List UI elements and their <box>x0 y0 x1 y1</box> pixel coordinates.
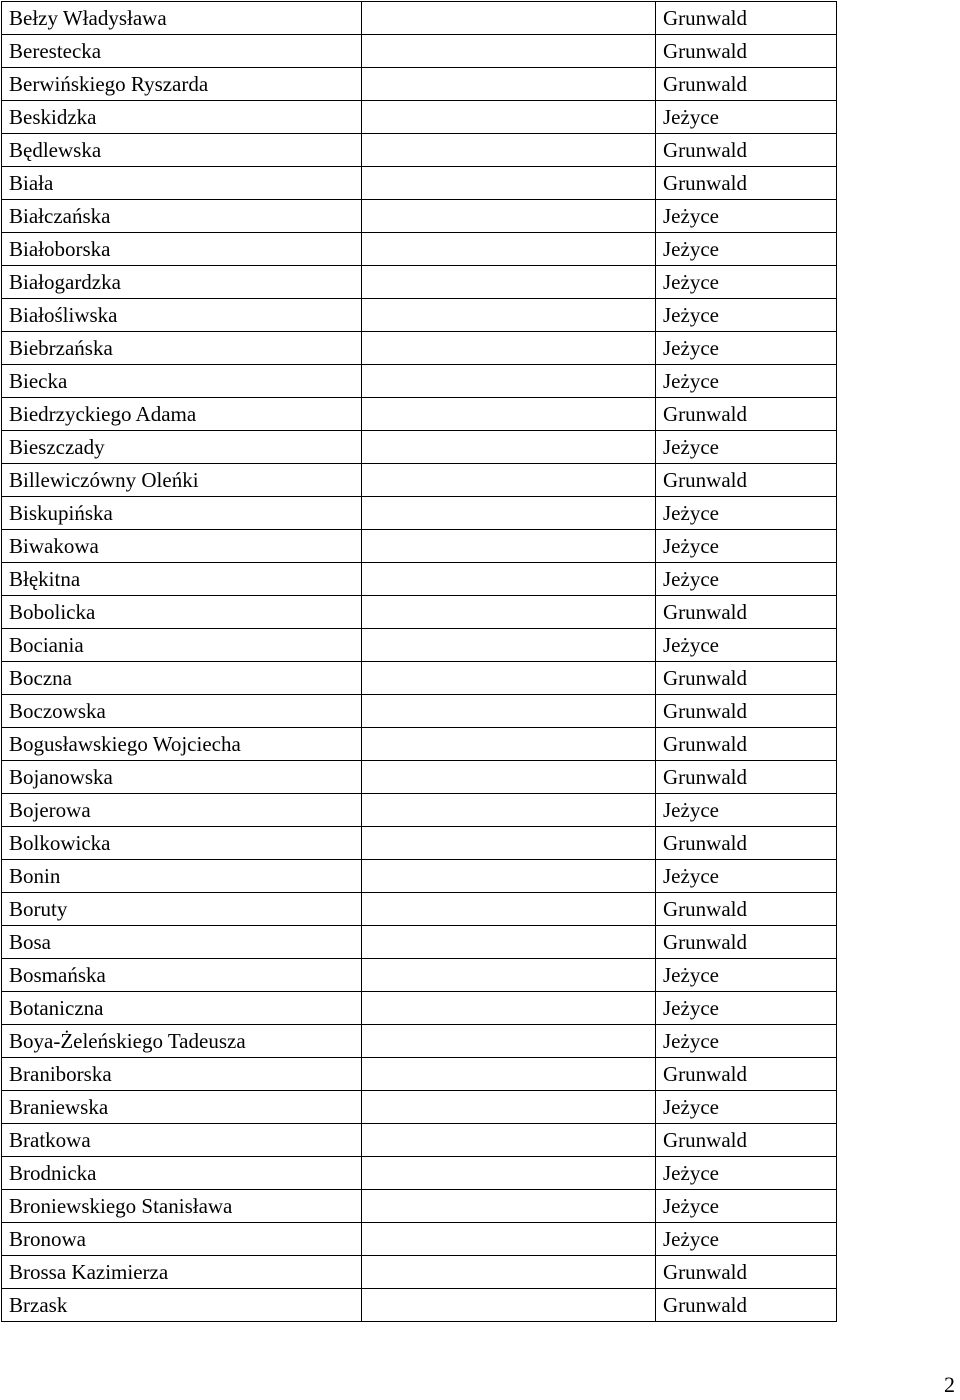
empty-cell <box>362 35 656 68</box>
street-name-cell: Białośliwska <box>2 299 362 332</box>
district-cell: Jeżyce <box>656 992 837 1025</box>
street-name-cell: Billewiczówny Oleńki <box>2 464 362 497</box>
district-cell: Jeżyce <box>656 200 837 233</box>
street-name-cell: Botaniczna <box>2 992 362 1025</box>
empty-cell <box>362 662 656 695</box>
street-name-cell: Brzask <box>2 1289 362 1322</box>
street-name-cell: Bonin <box>2 860 362 893</box>
table-row <box>2 200 837 233</box>
district-cell: Jeżyce <box>656 1157 837 1190</box>
empty-cell <box>362 563 656 596</box>
district-cell: Grunwald <box>656 893 837 926</box>
street-name-cell: Berestecka <box>2 35 362 68</box>
table-row <box>2 860 837 893</box>
empty-cell <box>362 893 656 926</box>
street-name-cell: Boczowska <box>2 695 362 728</box>
table-row <box>2 728 837 761</box>
table-row <box>2 992 837 1025</box>
street-name-cell: Bojanowska <box>2 761 362 794</box>
empty-cell <box>362 530 656 563</box>
table-row <box>2 1091 837 1124</box>
empty-cell <box>362 992 656 1025</box>
empty-cell <box>362 1025 656 1058</box>
district-cell: Jeżyce <box>656 101 837 134</box>
table-row <box>2 893 837 926</box>
district-cell: Grunwald <box>656 68 837 101</box>
table-row <box>2 332 837 365</box>
table-row <box>2 233 837 266</box>
district-cell: Jeżyce <box>656 299 837 332</box>
district-cell: Grunwald <box>656 827 837 860</box>
district-cell: Jeżyce <box>656 794 837 827</box>
district-cell: Jeżyce <box>656 332 837 365</box>
district-cell: Grunwald <box>656 695 837 728</box>
district-cell: Grunwald <box>656 1124 837 1157</box>
table-row <box>2 629 837 662</box>
empty-cell <box>362 1124 656 1157</box>
district-cell: Grunwald <box>656 926 837 959</box>
street-name-cell: Białogardzka <box>2 266 362 299</box>
table-row <box>2 959 837 992</box>
district-cell: Grunwald <box>656 2 837 35</box>
street-name-cell: Bieszczady <box>2 431 362 464</box>
street-name-cell: Biedrzyckiego Adama <box>2 398 362 431</box>
page-number: 2 <box>944 1372 955 1397</box>
empty-cell <box>362 596 656 629</box>
table-row <box>2 2 837 35</box>
table-row <box>2 167 837 200</box>
table-row <box>2 101 837 134</box>
district-cell: Grunwald <box>656 596 837 629</box>
empty-cell <box>362 167 656 200</box>
table-row <box>2 827 837 860</box>
empty-cell <box>362 1058 656 1091</box>
table-row <box>2 563 837 596</box>
empty-cell <box>362 728 656 761</box>
table-row <box>2 761 837 794</box>
empty-cell <box>362 695 656 728</box>
district-cell: Jeżyce <box>656 629 837 662</box>
empty-cell <box>362 1256 656 1289</box>
street-name-cell: Biebrzańska <box>2 332 362 365</box>
district-cell: Jeżyce <box>656 563 837 596</box>
empty-cell <box>362 926 656 959</box>
street-name-cell: Beskidzka <box>2 101 362 134</box>
district-cell: Jeżyce <box>656 1025 837 1058</box>
empty-cell <box>362 464 656 497</box>
table-row <box>2 695 837 728</box>
street-name-cell: Będlewska <box>2 134 362 167</box>
table-row <box>2 1190 837 1223</box>
street-name-cell: Boruty <box>2 893 362 926</box>
district-cell: Jeżyce <box>656 1223 837 1256</box>
district-cell: Grunwald <box>656 662 837 695</box>
empty-cell <box>362 959 656 992</box>
district-cell: Jeżyce <box>656 530 837 563</box>
table-row <box>2 1058 837 1091</box>
empty-cell <box>362 1223 656 1256</box>
table-row <box>2 1157 837 1190</box>
table-row <box>2 431 837 464</box>
street-name-cell: Brossa Kazimierza <box>2 1256 362 1289</box>
empty-cell <box>362 794 656 827</box>
table-row <box>2 662 837 695</box>
district-cell: Grunwald <box>656 167 837 200</box>
district-cell: Grunwald <box>656 728 837 761</box>
district-cell: Jeżyce <box>656 233 837 266</box>
empty-cell <box>362 629 656 662</box>
street-name-cell: Bronowa <box>2 1223 362 1256</box>
table-row <box>2 794 837 827</box>
empty-cell <box>362 2 656 35</box>
district-cell: Grunwald <box>656 35 837 68</box>
street-name-cell: Biwakowa <box>2 530 362 563</box>
district-cell: Grunwald <box>656 1058 837 1091</box>
empty-cell <box>362 101 656 134</box>
empty-cell <box>362 827 656 860</box>
street-name-cell: Bosmańska <box>2 959 362 992</box>
street-name-cell: Bełzy Władysława <box>2 2 362 35</box>
street-name-cell: Bociania <box>2 629 362 662</box>
street-name-cell: Bojerowa <box>2 794 362 827</box>
empty-cell <box>362 200 656 233</box>
district-cell: Grunwald <box>656 134 837 167</box>
street-name-cell: Bobolicka <box>2 596 362 629</box>
street-name-cell: Białczańska <box>2 200 362 233</box>
table-row <box>2 596 837 629</box>
table-row <box>2 134 837 167</box>
empty-cell <box>362 332 656 365</box>
district-cell: Jeżyce <box>656 365 837 398</box>
table-row <box>2 1289 837 1322</box>
street-name-cell: Berwińskiego Ryszarda <box>2 68 362 101</box>
empty-cell <box>362 134 656 167</box>
empty-cell <box>362 860 656 893</box>
table-row <box>2 1223 837 1256</box>
table-row <box>2 299 837 332</box>
table-row <box>2 926 837 959</box>
street-name-cell: Bogusławskiego Wojciecha <box>2 728 362 761</box>
empty-cell <box>362 299 656 332</box>
street-district-table <box>1 1 837 1322</box>
district-cell: Jeżyce <box>656 431 837 464</box>
district-cell: Jeżyce <box>656 497 837 530</box>
street-name-cell: Bratkowa <box>2 1124 362 1157</box>
street-name-cell: Braniewska <box>2 1091 362 1124</box>
table-body <box>2 2 837 1322</box>
street-name-cell: Boczna <box>2 662 362 695</box>
empty-cell <box>362 398 656 431</box>
district-cell: Grunwald <box>656 1289 837 1322</box>
table-row <box>2 35 837 68</box>
street-name-cell: Biała <box>2 167 362 200</box>
empty-cell <box>362 266 656 299</box>
empty-cell <box>362 761 656 794</box>
empty-cell <box>362 1190 656 1223</box>
table-row <box>2 1256 837 1289</box>
empty-cell <box>362 497 656 530</box>
table-row <box>2 266 837 299</box>
district-cell: Jeżyce <box>656 266 837 299</box>
empty-cell <box>362 1157 656 1190</box>
street-name-cell: Biskupińska <box>2 497 362 530</box>
street-name-cell: Braniborska <box>2 1058 362 1091</box>
table-row <box>2 497 837 530</box>
empty-cell <box>362 1289 656 1322</box>
district-cell: Jeżyce <box>656 860 837 893</box>
street-name-cell: Białoborska <box>2 233 362 266</box>
empty-cell <box>362 1091 656 1124</box>
street-name-cell: Bosa <box>2 926 362 959</box>
table-row <box>2 530 837 563</box>
street-name-cell: Biecka <box>2 365 362 398</box>
street-name-cell: Brodnicka <box>2 1157 362 1190</box>
empty-cell <box>362 431 656 464</box>
table-row <box>2 68 837 101</box>
district-cell: Grunwald <box>656 761 837 794</box>
table-row <box>2 398 837 431</box>
street-name-cell: Bolkowicka <box>2 827 362 860</box>
street-name-cell: Broniewskiego Stanisława <box>2 1190 362 1223</box>
table-row <box>2 365 837 398</box>
empty-cell <box>362 233 656 266</box>
table-row <box>2 1124 837 1157</box>
empty-cell <box>362 68 656 101</box>
district-cell: Grunwald <box>656 1256 837 1289</box>
table-row <box>2 1025 837 1058</box>
table-row <box>2 464 837 497</box>
street-name-cell: Boya-Żeleńskiego Tadeusza <box>2 1025 362 1058</box>
district-cell: Jeżyce <box>656 959 837 992</box>
street-name-cell: Błękitna <box>2 563 362 596</box>
district-cell: Jeżyce <box>656 1091 837 1124</box>
district-cell: Grunwald <box>656 398 837 431</box>
district-cell: Jeżyce <box>656 1190 837 1223</box>
district-cell: Grunwald <box>656 464 837 497</box>
empty-cell <box>362 365 656 398</box>
